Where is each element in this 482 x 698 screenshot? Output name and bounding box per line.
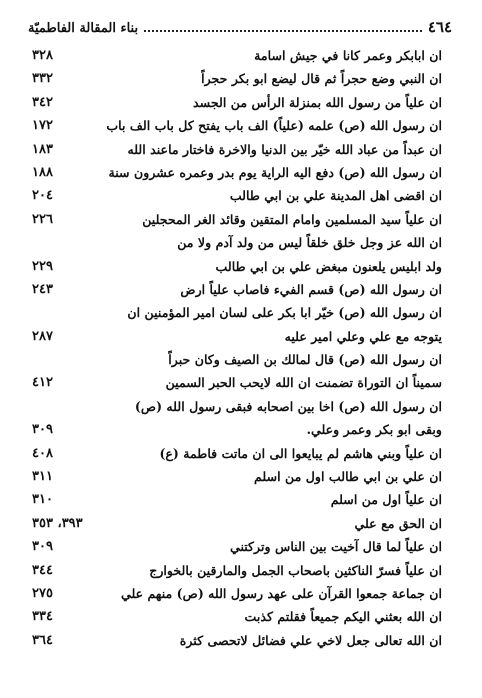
entry-page-ref: ٣٦٤: [32, 632, 53, 648]
entry-text: ان رسول الله (ص) دفع اليه الراية يوم بدر وعمره عشرون سنة: [108, 164, 442, 180]
entry-text: ان ابابكر وعمر كانا في جيش اسامة: [254, 48, 442, 63]
entry-page-ref: ٣١٠: [32, 492, 53, 508]
entry-page-ref: ٣٩٣، ٣٥٣: [32, 515, 83, 531]
entry-text: ان علي بن ابي طالب اول من اسلم: [254, 469, 442, 485]
index-entry: [32, 465, 442, 488]
page-number: ٤٦٤: [427, 18, 452, 36]
index-entry: [32, 255, 442, 278]
index-entry: [32, 231, 442, 254]
entry-page-ref: ٣٠٩: [32, 539, 53, 555]
entry-text: وبقى ابو بكر وعمر وعلي.: [306, 422, 442, 438]
entry-text: ان رسول الله (ص) خيّر ابا بكر على لسان امير المؤمنين ان: [127, 305, 442, 321]
index-entry: [32, 44, 442, 67]
index-entry: [32, 629, 442, 652]
index-entry: [32, 91, 442, 114]
entry-text: ان رسول الله (ص) اخا بين اصحابه فبقى رسول الله (ص): [134, 398, 442, 414]
index-entry: [32, 301, 442, 324]
index-entry: [32, 582, 442, 605]
entry-page-ref: ٣٣٤: [32, 609, 53, 625]
index-entry: [32, 138, 442, 161]
index-entry: [32, 114, 442, 137]
running-title: بناء المقالة الفاطميّة: [28, 21, 139, 36]
entry-page-ref: ٢٢٦: [32, 211, 53, 227]
index-entry: [32, 559, 442, 582]
index-entry: [32, 161, 442, 184]
index-entry: [32, 348, 442, 371]
index-entry: [32, 278, 442, 301]
entry-page-ref: ٢٧٥: [32, 585, 53, 601]
entry-page-ref: ٣٤٢: [32, 94, 53, 110]
index-entry: [32, 371, 442, 394]
entry-text: ان جماعة جمعوا القرآن على عهد رسول الله (ص) منهم علي: [120, 585, 442, 601]
index-entry: [32, 535, 442, 558]
index-entry: [32, 184, 442, 207]
entry-page-ref: ٣٣٢: [32, 71, 53, 87]
index-list: [32, 44, 442, 652]
header-dotted-leader: [144, 30, 422, 32]
entry-text: ان رسول الله (ص) قسم الفيء فاصاب علياً ارض: [180, 281, 442, 297]
index-entry: [32, 512, 442, 535]
entry-text: ان علياً من رسول الله بمنزلة الرأس من الجسد: [193, 94, 442, 110]
entry-page-ref: ٢٢٩: [32, 258, 53, 274]
entry-text: ان علياً فسرّ الناكثين باصحاب الجمل والمارقين بالخوارج: [149, 562, 442, 578]
entry-page-ref: ٤٠٨: [32, 445, 53, 461]
index-entry: [32, 67, 442, 90]
entry-text: يتوجه مع علي وعلي امير عليه: [284, 328, 442, 344]
entry-page-ref: ٣٠٩: [32, 422, 53, 438]
entry-text: ان علياً لما قال آخيت بين الناس وتركتني: [229, 539, 442, 555]
entry-text: ان الحق مع علي: [354, 515, 442, 531]
entry-page-ref: ١٧٢: [32, 118, 53, 134]
index-entry: [32, 442, 442, 465]
entry-text: ان النبي وضع حجراً ثم قال ليضع ابو بكر حجراً: [201, 71, 442, 87]
entry-page-ref: ١٨٣: [32, 141, 53, 157]
entry-text: ان عبداً من عباد الله خيّر بين الدنيا والاخرة فاختار ماعند الله: [127, 141, 442, 157]
index-entry: [32, 418, 442, 441]
index-entry: [32, 488, 442, 511]
entry-text: ان رسول الله (ص) قال لمالك بن الصيف وكان حبراً: [168, 352, 442, 368]
entry-text: ولد ابليس يلعنون مبغض علي بن ابي طالب: [215, 258, 442, 274]
index-entry: [32, 605, 442, 628]
entry-text: ان علياً سيد المسلمين وامام المتقين وقائد الغر المحجلين: [142, 211, 442, 227]
entry-text: ان علياً وبني هاشم لم يبايعوا الى ان ماتت فاطمة (ع): [159, 445, 442, 461]
page-header: [28, 14, 452, 36]
entry-page-ref: ٢٨٧: [32, 328, 53, 344]
index-entry: [32, 395, 442, 418]
entry-text: ان اقضى اهل المدينة علي بن ابي طالب: [229, 188, 442, 204]
entry-page-ref: ٣٤٤: [32, 562, 53, 578]
entry-page-ref: ٣١١: [32, 469, 53, 485]
entry-text: ان الله عز وجل خلق خلقاً ليس من ولد آدم ولا من: [177, 235, 442, 251]
entry-page-ref: ٢٤٣: [32, 281, 53, 297]
entry-text: ان علياً اول من اسلم: [330, 492, 442, 508]
entry-page-ref: ٣٢٨: [32, 48, 53, 63]
entry-page-ref: ١٨٨: [32, 164, 53, 180]
entry-text: ان رسول الله (ص) علمه (علياً) الف باب يفتح كل باب الف باب: [106, 118, 442, 134]
entry-text: ان الله بعثني اليكم جميعاً فقلتم كذبت: [244, 609, 442, 625]
entry-page-ref: ٤١٢: [32, 375, 53, 391]
entry-text: سميناً ان التوراة تضمنت ان الله لايحب الحبر السمين: [165, 375, 442, 391]
index-entry: [32, 325, 442, 348]
entry-page-ref: ٢٠٤: [32, 188, 53, 204]
entry-text: ان الله تعالى جعل لاخي علي فضائل لاتحصى كثرة: [179, 632, 442, 648]
index-entry: [32, 208, 442, 231]
